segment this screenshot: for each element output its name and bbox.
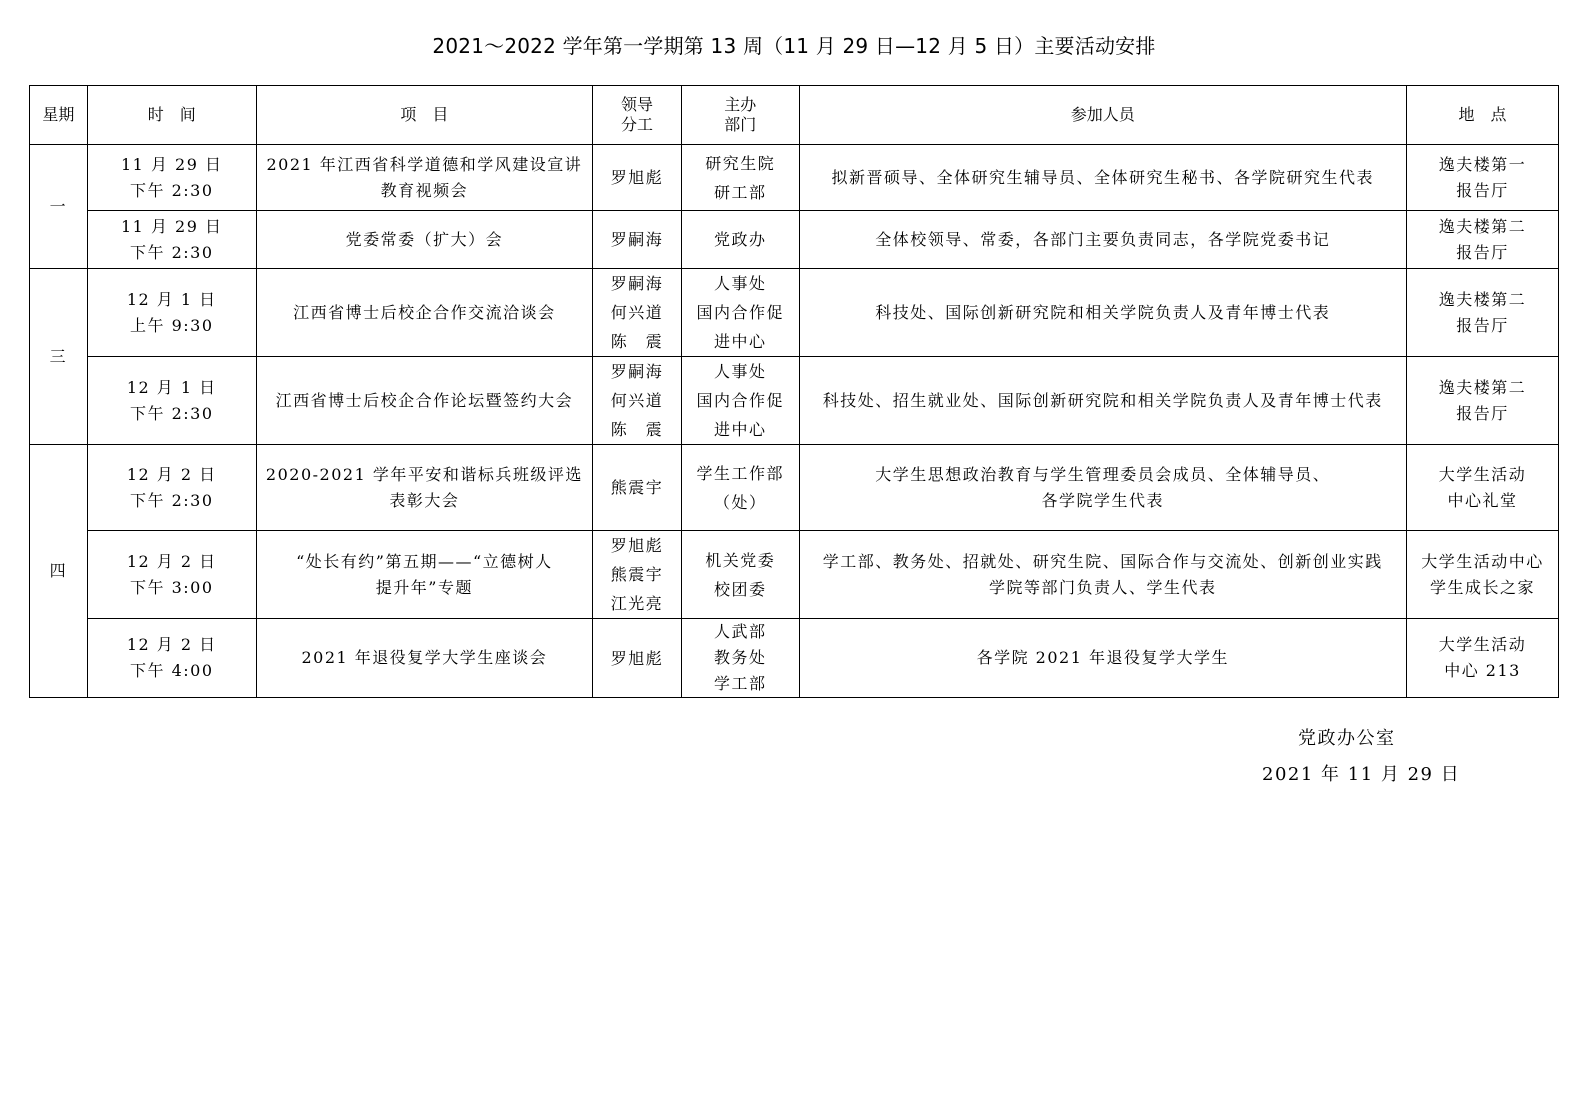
leader-cell: 罗旭彪 <box>592 619 681 698</box>
participants-cell: 科技处、招生就业处、国际创新研究院和相关学院负责人及青年博士代表 <box>799 357 1407 445</box>
table-row <box>30 531 1559 619</box>
weekday-cell: 四 <box>30 445 88 698</box>
header-location: 地 点 <box>1407 86 1559 145</box>
header-dept: 主办 部门 <box>682 86 799 145</box>
leader-cell: 罗嗣海 何兴道 陈 震 <box>592 357 681 445</box>
leader-cell: 罗旭彪 <box>592 145 681 211</box>
item-cell: 党委常委（扩大）会 <box>256 211 592 269</box>
schedule-table <box>29 85 1559 698</box>
table-row <box>30 269 1559 357</box>
table-row <box>30 357 1559 445</box>
item-cell: 2021 年江西省科学道德和学风建设宣讲 教育视频会 <box>256 145 592 211</box>
item-cell: “处长有约”第五期——“立德树人 提升年”专题 <box>256 531 592 619</box>
header-leader: 领导 分工 <box>592 86 681 145</box>
table-row <box>30 211 1559 269</box>
participants-cell: 大学生思想政治教育与学生管理委员会成员、全体辅导员、 各学院学生代表 <box>799 445 1407 531</box>
participants-cell: 科技处、国际创新研究院和相关学院负责人及青年博士代表 <box>799 269 1407 357</box>
table-row <box>30 619 1559 698</box>
time-cell: 12 月 2 日 下午 3:00 <box>87 531 256 619</box>
dept-cell: 研究生院 研工部 <box>682 145 799 211</box>
time-cell: 11 月 29 日 下午 2:30 <box>87 211 256 269</box>
header-participants: 参加人员 <box>799 86 1407 145</box>
item-cell: 江西省博士后校企合作论坛暨签约大会 <box>256 357 592 445</box>
header-time: 时 间 <box>87 86 256 145</box>
participants-cell: 各学院 2021 年退役复学大学生 <box>799 619 1407 698</box>
dept-cell: 人事处 国内合作促 进中心 <box>682 269 799 357</box>
time-cell: 12 月 2 日 下午 2:30 <box>87 445 256 531</box>
dept-cell: 人事处 国内合作促 进中心 <box>682 357 799 445</box>
location-cell: 逸夫楼第二 报告厅 <box>1407 357 1559 445</box>
participants-cell: 拟新晋硕导、全体研究生辅导员、全体研究生秘书、各学院研究生代表 <box>799 145 1407 211</box>
time-cell: 12 月 1 日 上午 9:30 <box>87 269 256 357</box>
time-cell: 12 月 1 日 下午 2:30 <box>87 357 256 445</box>
dept-cell: 机关党委 校团委 <box>682 531 799 619</box>
table-row <box>30 445 1559 531</box>
dept-cell: 党政办 <box>682 211 799 269</box>
dept-cell: 学生工作部 （处） <box>682 445 799 531</box>
time-cell: 12 月 2 日 下午 4:00 <box>87 619 256 698</box>
table-row <box>30 145 1559 211</box>
issue-date: 2021 年 11 月 29 日 <box>1262 764 1461 785</box>
leader-cell: 熊震宇 <box>592 445 681 531</box>
item-cell: 江西省博士后校企合作交流洽谈会 <box>256 269 592 357</box>
time-cell: 11 月 29 日 下午 2:30 <box>87 145 256 211</box>
page-title: 2021～2022 学年第一学期第 13 周（11 月 29 日—12 月 5 日）主要活动安排 <box>432 34 1156 58</box>
item-cell: 2020-2021 学年平安和谐标兵班级评选 表彰大会 <box>256 445 592 531</box>
location-cell: 大学生活动中心 学生成长之家 <box>1407 531 1559 619</box>
participants-cell: 学工部、教务处、招就处、研究生院、国际合作与交流处、创新创业实践 学院等部门负责人、学生代表 <box>799 531 1407 619</box>
participants-cell: 全体校领导、常委，各部门主要负责同志，各学院党委书记 <box>799 211 1407 269</box>
location-cell: 大学生活动 中心 213 <box>1407 619 1559 698</box>
header-item: 项 目 <box>256 86 592 145</box>
weekday-cell: 一 <box>30 145 88 269</box>
header-weekday: 星期 <box>30 86 88 145</box>
leader-cell: 罗旭彪 熊震宇 江光亮 <box>592 531 681 619</box>
location-cell: 大学生活动 中心礼堂 <box>1407 445 1559 531</box>
location-cell: 逸夫楼第二 报告厅 <box>1407 211 1559 269</box>
leader-cell: 罗嗣海 <box>592 211 681 269</box>
weekday-cell: 三 <box>30 269 88 445</box>
leader-cell: 罗嗣海 何兴道 陈 震 <box>592 269 681 357</box>
issuer-office: 党政办公室 <box>1298 728 1396 749</box>
item-cell: 2021 年退役复学大学生座谈会 <box>256 619 592 698</box>
location-cell: 逸夫楼第一 报告厅 <box>1407 145 1559 211</box>
dept-cell: 人武部 教务处 学工部 <box>682 619 799 698</box>
header-row <box>30 86 1559 145</box>
location-cell: 逸夫楼第二 报告厅 <box>1407 269 1559 357</box>
